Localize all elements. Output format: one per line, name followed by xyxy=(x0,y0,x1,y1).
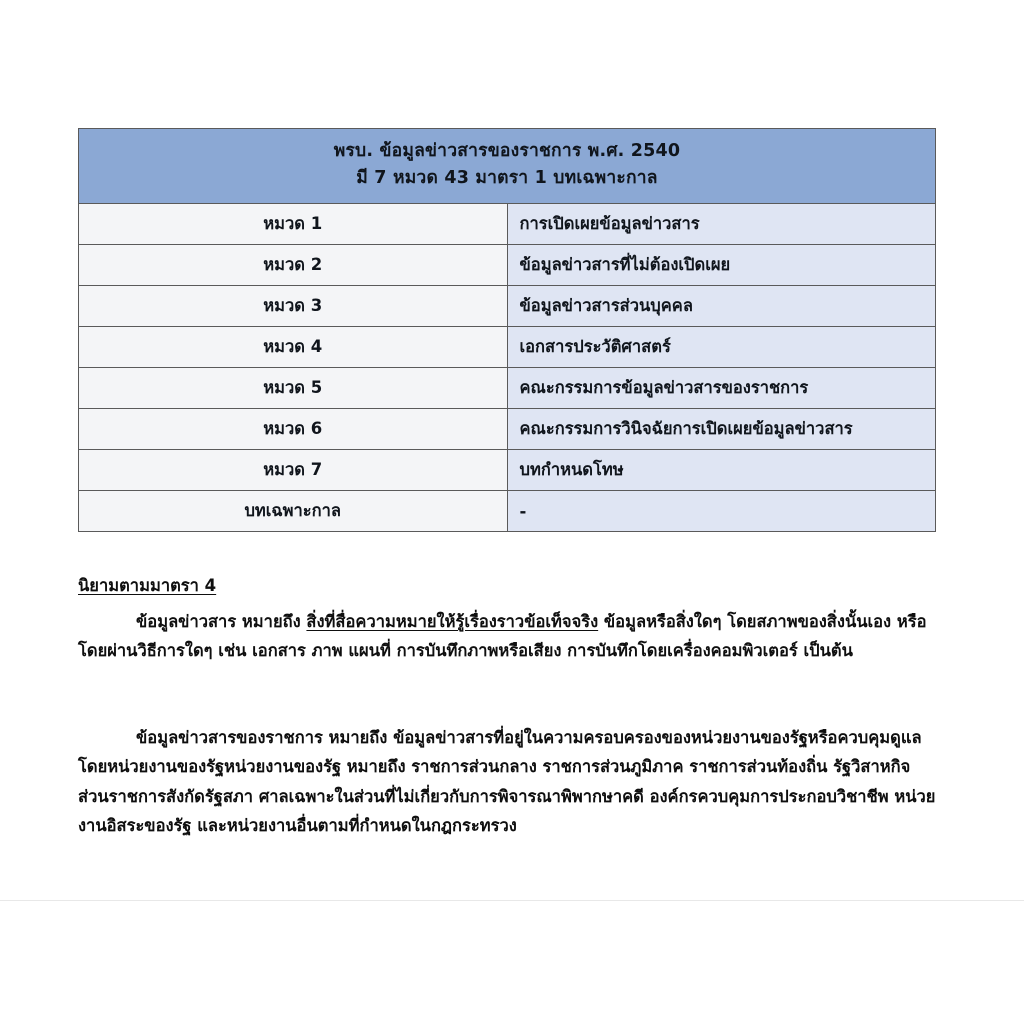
description-cell: - xyxy=(507,491,936,532)
table-row xyxy=(79,450,936,491)
table-row xyxy=(79,245,936,286)
law-summary-table xyxy=(78,128,936,532)
paragraph-definition-official-information xyxy=(78,723,938,840)
category-cell: หมวด 3 xyxy=(79,286,508,327)
description-cell: คณะกรรมการข้อมูลข่าวสารของราชการ xyxy=(507,368,936,409)
table-row xyxy=(79,491,936,532)
table-header-row xyxy=(79,129,936,204)
law-summary-table-body xyxy=(79,129,936,532)
table-title-cell xyxy=(79,129,936,204)
description-cell: เอกสารประวัติศาสตร์ xyxy=(507,327,936,368)
description-cell: ข้อมูลข่าวสารที่ไม่ต้องเปิดเผย xyxy=(507,245,936,286)
table-row xyxy=(79,368,936,409)
description-cell: บทกำหนดโทษ xyxy=(507,450,936,491)
term-label: ข้อมูลข่าวสารของราชการ xyxy=(136,728,323,747)
underlined-definition: สิ่งที่สื่อความหมายให้รู้เรื่องราวข้อเท็จจริง xyxy=(306,612,599,631)
category-cell: หมวด 5 xyxy=(79,368,508,409)
table-row xyxy=(79,327,936,368)
term-label: ข้อมูลข่าวสาร xyxy=(136,612,237,631)
category-cell: หมวด 4 xyxy=(79,327,508,368)
page-bottom-margin xyxy=(0,900,1024,1025)
category-cell: บทเฉพาะกาล xyxy=(79,491,508,532)
term-connector: หมายถึง xyxy=(236,612,307,631)
category-cell: หมวด 6 xyxy=(79,409,508,450)
category-cell: หมวด 2 xyxy=(79,245,508,286)
description-cell: ข้อมูลข่าวสารส่วนบุคคล xyxy=(507,286,936,327)
table-row xyxy=(79,286,936,327)
table-title-line-1: พรบ. ข้อมูลข่าวสารของราชการ พ.ศ. 2540 xyxy=(333,141,681,161)
description-cell: การเปิดเผยข้อมูลข่าวสาร xyxy=(507,204,936,245)
description-cell: คณะกรรมการวินิจฉัยการเปิดเผยข้อมูลข่าวสาร xyxy=(507,409,936,450)
table-row xyxy=(79,204,936,245)
definition-body: ข้อมูลหรือสิ่งใดๆ โดยสภาพของสิ่งนั้นเอง หรือโดยผ่านวิธีการใดๆ เช่น เอกสาร ภาพ แผนที่ การบันทึกภาพหรือเสียง การบันทึกโดยเครื่องคอมพิวเตอร์ เป็นต้น xyxy=(78,612,927,661)
definition-body: หมายถึง ข้อมูลข่าวสารที่อยู่ในความครอบครองของหน่วยงานของรัฐหรือควบคุมดูแลโดยหน่วยงานของรัฐหน่วยงานของรัฐ หมายถึง ราชการส่วนกลาง ราชการส่วนภูมิภาค ราชการส่วนท้องถิ่น รัฐวิสาหกิจ ส่วนราชการสังกัดรัฐสภา ศาลเฉพาะในส่วนที่ไม่เกี่ยวกับการพิจารณาพิพากษาคดี องค์กรควบคุมการประกอบวิชาชีพ หน่วยงานอิสระของรัฐ และหน่วยงานอื่นตามที่กำหนดในกฎกระทรวง xyxy=(78,728,936,836)
table-row xyxy=(79,409,936,450)
category-cell: หมวด 7 xyxy=(79,450,508,491)
table-title-line-2: มี 7 หมวด 43 มาตรา 1 บทเฉพาะกาล xyxy=(356,168,658,189)
category-cell: หมวด 1 xyxy=(79,204,508,245)
paragraph-definition-information xyxy=(78,607,938,666)
section-heading: นิยามตามมาตรา 4 xyxy=(78,576,217,595)
